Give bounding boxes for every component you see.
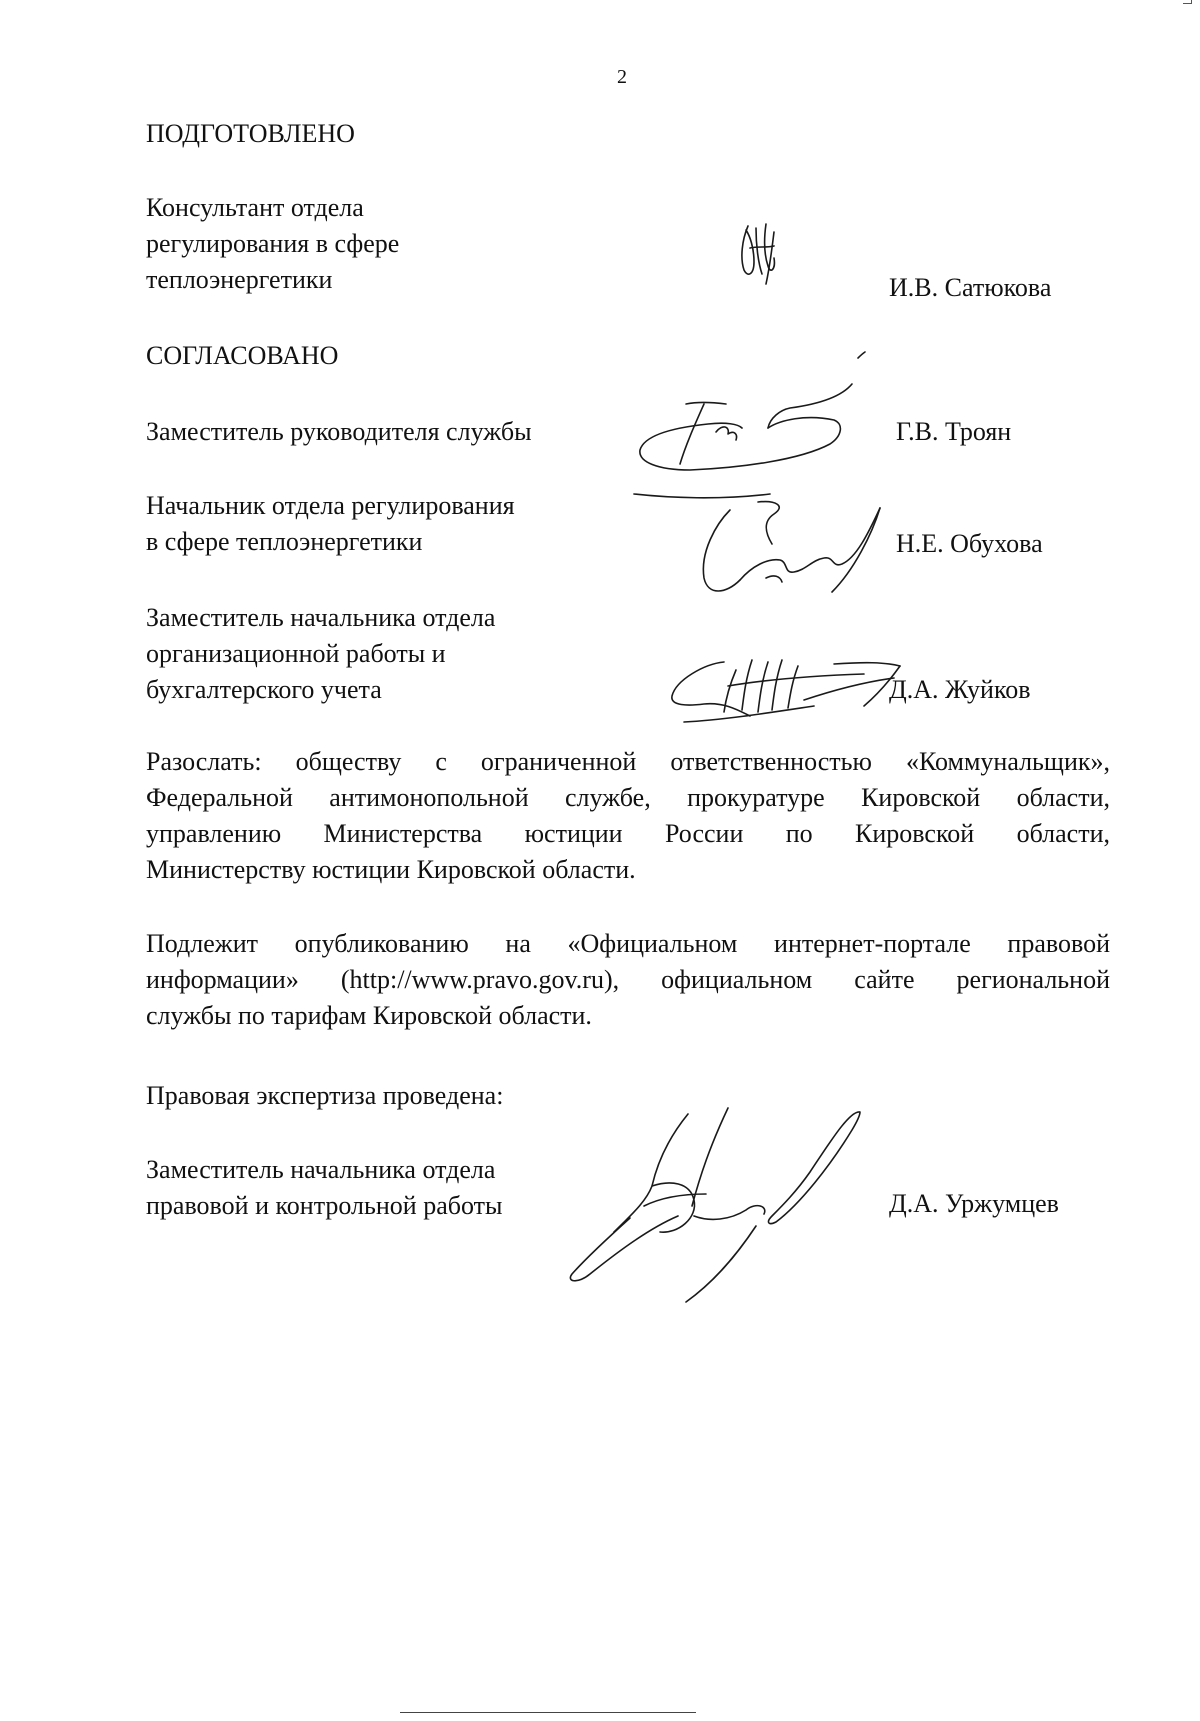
signer-3-name: Д.А. Жуйков	[889, 675, 1031, 704]
distribution-line: Федеральной антимонопольной службе, прокуратуре Кировской области,	[146, 783, 1110, 812]
scan-corner-mark	[1183, 0, 1192, 4]
signer-2-position	[146, 488, 515, 560]
signature-zhuykov	[664, 650, 904, 730]
publication-paragraph	[146, 926, 1110, 1034]
distribution-line: Разослать: обществу с ограниченной ответственностью «Коммунальщик»,	[146, 747, 1110, 776]
signer-3-position-line: организационной работы и	[146, 639, 446, 668]
signature-obukhova	[696, 494, 886, 604]
signer-1-position: Заместитель руководителя службы	[146, 417, 532, 446]
page-number: 2	[617, 66, 627, 88]
signer-3-position-line: Заместитель начальника отдела	[146, 603, 496, 632]
legal-review-position-line: правовой и контрольной работы	[146, 1191, 503, 1220]
signer-2-position-line: в сфере теплоэнергетики	[146, 527, 423, 556]
bottom-divider	[400, 1712, 696, 1713]
legal-review-position-line: Заместитель начальника отдела	[146, 1155, 496, 1184]
prepared-position-line: регулирования в сфере	[146, 229, 400, 258]
prepared-position-line: Консультант отдела	[146, 193, 364, 222]
legal-review-position	[146, 1152, 502, 1224]
publication-line: службы по тарифам Кировской области.	[146, 1001, 592, 1030]
publication-line: Подлежит опубликованию на «Официальном интернет-портале правовой	[146, 929, 1110, 958]
legal-review-name: Д.А. Уржумцев	[889, 1189, 1059, 1218]
signer-2-position-line: Начальник отдела регулирования	[146, 491, 515, 520]
publication-line: информации» (http://www.pravo.gov.ru), официальном сайте региональной	[146, 965, 1110, 994]
signature-urzhumtsev	[560, 1106, 890, 1306]
distribution-paragraph	[146, 744, 1110, 888]
distribution-line: управлению Министерства юстиции России по Кировской области,	[146, 819, 1110, 848]
signer-2-name: Н.Е. Обухова	[896, 529, 1043, 558]
distribution-line: Министерству юстиции Кировской области.	[146, 855, 636, 884]
prepared-position-line: теплоэнергетики	[146, 265, 333, 294]
prepared-heading: ПОДГОТОВЛЕНО	[146, 119, 355, 148]
signer-3-position	[146, 600, 495, 708]
signer-1-name: Г.В. Троян	[896, 417, 1012, 446]
prepared-name: И.В. Сатюкова	[889, 273, 1052, 302]
legal-review-heading: Правовая экспертиза проведена:	[146, 1081, 504, 1110]
prepared-position	[146, 190, 399, 298]
signature-troyan	[630, 344, 870, 504]
approved-heading: СОГЛАСОВАНО	[146, 341, 339, 370]
signer-3-position-line: бухгалтерского учета	[146, 675, 382, 704]
signature-satyukova	[730, 218, 790, 290]
